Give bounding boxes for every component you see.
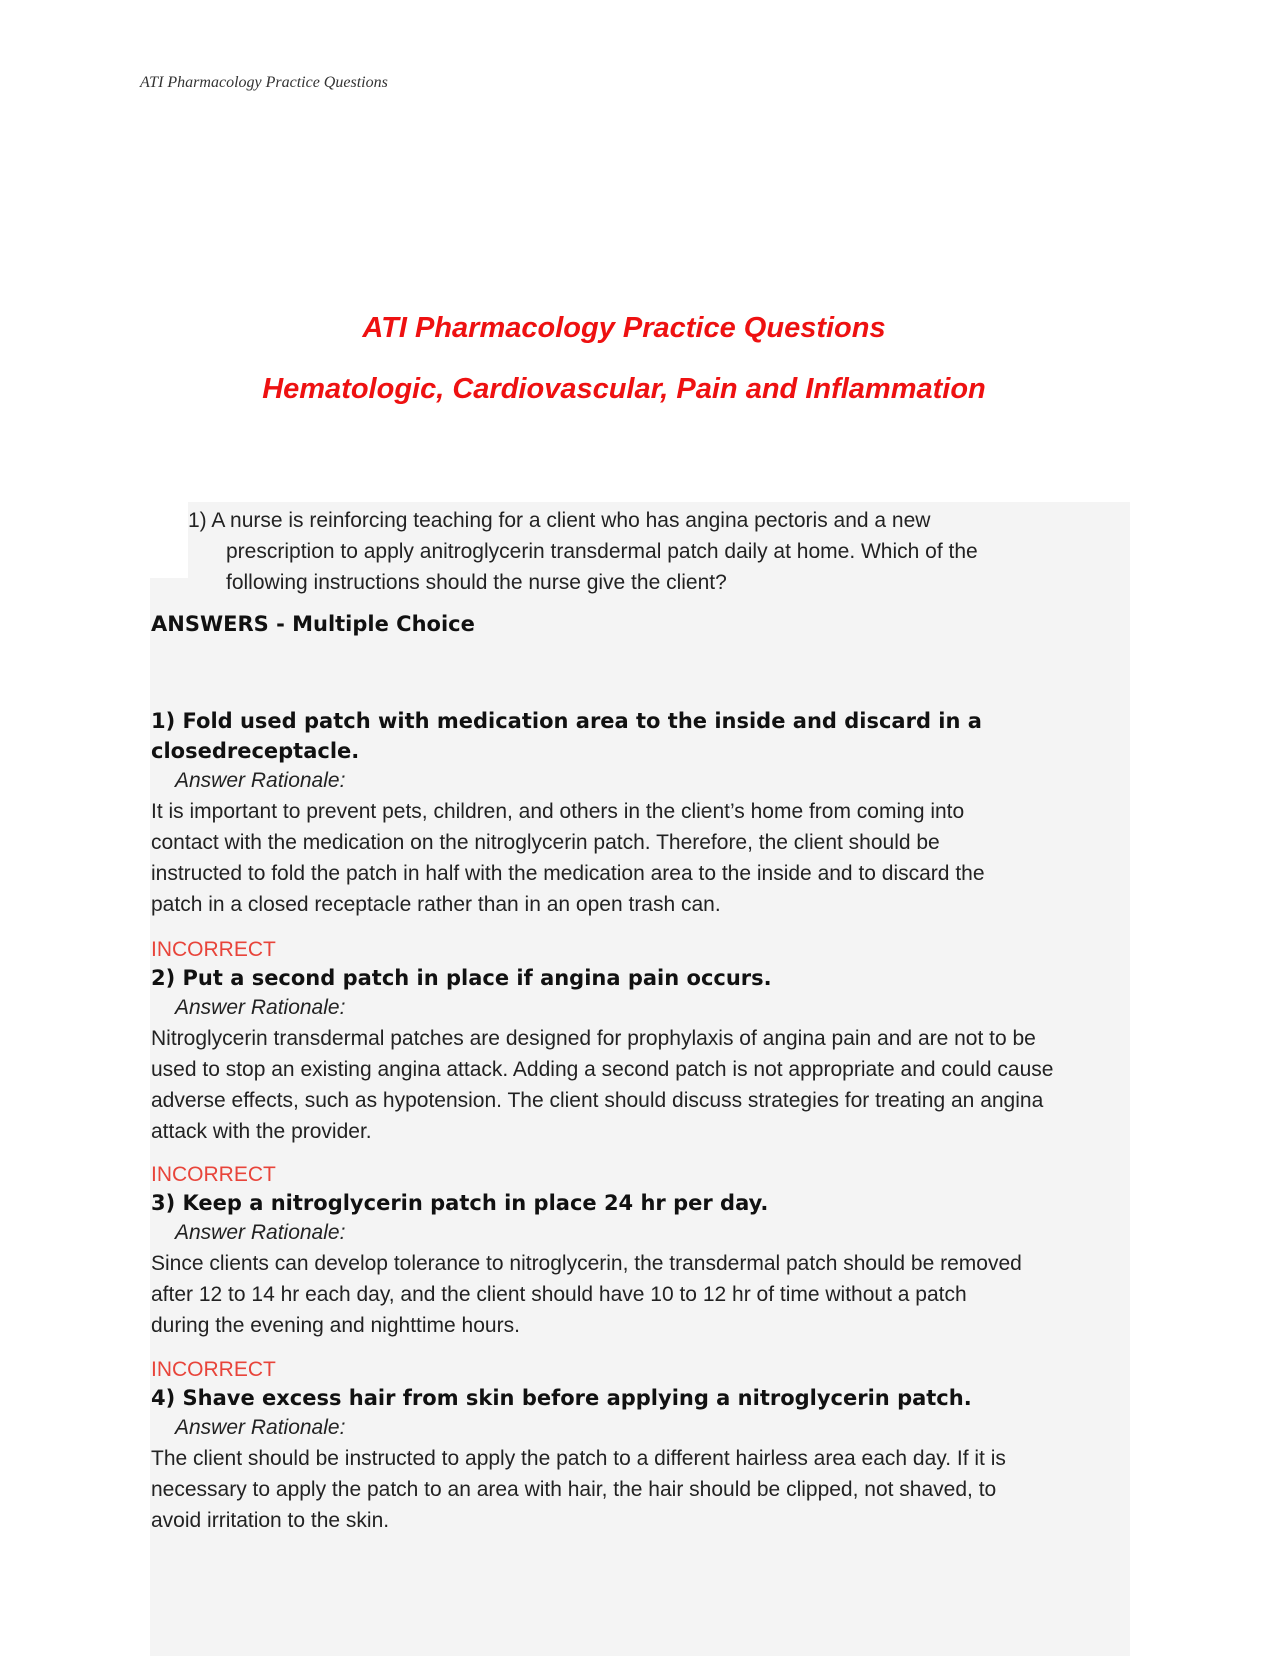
rationale-line: adverse effects, such as hypotension. The client should discuss strategies for treating an angina [151,1089,1044,1112]
question-line: prescription to apply anitroglycerin transdermal patch daily at home. Which of the [226,540,978,563]
incorrect-label: INCORRECT [151,938,276,961]
option-text-line: closedreceptacle. [151,739,360,763]
option-text-line: 3) Keep a nitroglycerin patch in place 24 hr per day. [151,1191,769,1215]
rationale-line: during the evening and nighttime hours. [151,1314,520,1337]
rationale-line: instructed to fold the patch in half with the medication area to the inside and to discard the [151,862,985,885]
answer-option [151,1357,1136,1536]
rationale-line: avoid irritation to the skin. [151,1509,390,1532]
option-text-line: 4) Shave excess hair from skin before applying a nitroglycerin patch. [151,1386,972,1410]
answer-option [151,1162,1136,1341]
document-title: ATI Pharmacology Practice Questions [362,312,886,344]
incorrect-label: INCORRECT [151,1358,276,1381]
rationale-line: necessary to apply the patch to an area with hair, the hair should be clipped, not shaved, to [151,1478,997,1501]
question-line: 1) A nurse is reinforcing teaching for a client who has angina pectoris and a new [188,509,931,532]
rationale-line: It is important to prevent pets, children, and others in the client’s home from coming into [151,800,965,823]
rationale-label: Answer Rationale: [175,769,346,792]
answer-option [151,937,1136,1147]
rationale-line: used to stop an existing angina attack. Adding a second patch is not appropriate and could cause [151,1058,1054,1081]
rationale-line: The client should be instructed to apply the patch to a different hairless area each day. If it is [151,1447,1006,1470]
rationale-line: after 12 to 14 hr each day, and the client should have 10 to 12 hr of time without a patch [151,1283,967,1306]
rationale-line: contact with the medication on the nitroglycerin patch. Therefore, the client should be [151,831,940,854]
option-text-line: 1) Fold used patch with medication area to the inside and discard in a [151,709,982,733]
rationale-label: Answer Rationale: [175,996,346,1019]
answers-heading: ANSWERS - Multiple Choice [151,612,475,636]
question-line: following instructions should the nurse give the client? [226,571,727,594]
rationale-line: Since clients can develop tolerance to nitroglycerin, the transdermal patch should be removed [151,1252,1022,1275]
incorrect-label: INCORRECT [151,1163,276,1186]
question-stem [188,505,1088,598]
rationale-line: attack with the provider. [151,1120,372,1143]
rationale-line: Nitroglycerin transdermal patches are designed for prophylaxis of angina pain and are not to be [151,1027,1036,1050]
document-subtitle: Hematologic, Cardiovascular, Pain and Inflammation [262,373,986,405]
answer-option [151,706,1136,920]
running-header: ATI Pharmacology Practice Questions [140,74,388,91]
rationale-line: patch in a closed receptacle rather than in an open trash can. [151,893,721,916]
rationale-label: Answer Rationale: [175,1416,346,1439]
option-text-line: 2) Put a second patch in place if angina pain occurs. [151,966,772,990]
rationale-label: Answer Rationale: [175,1221,346,1244]
